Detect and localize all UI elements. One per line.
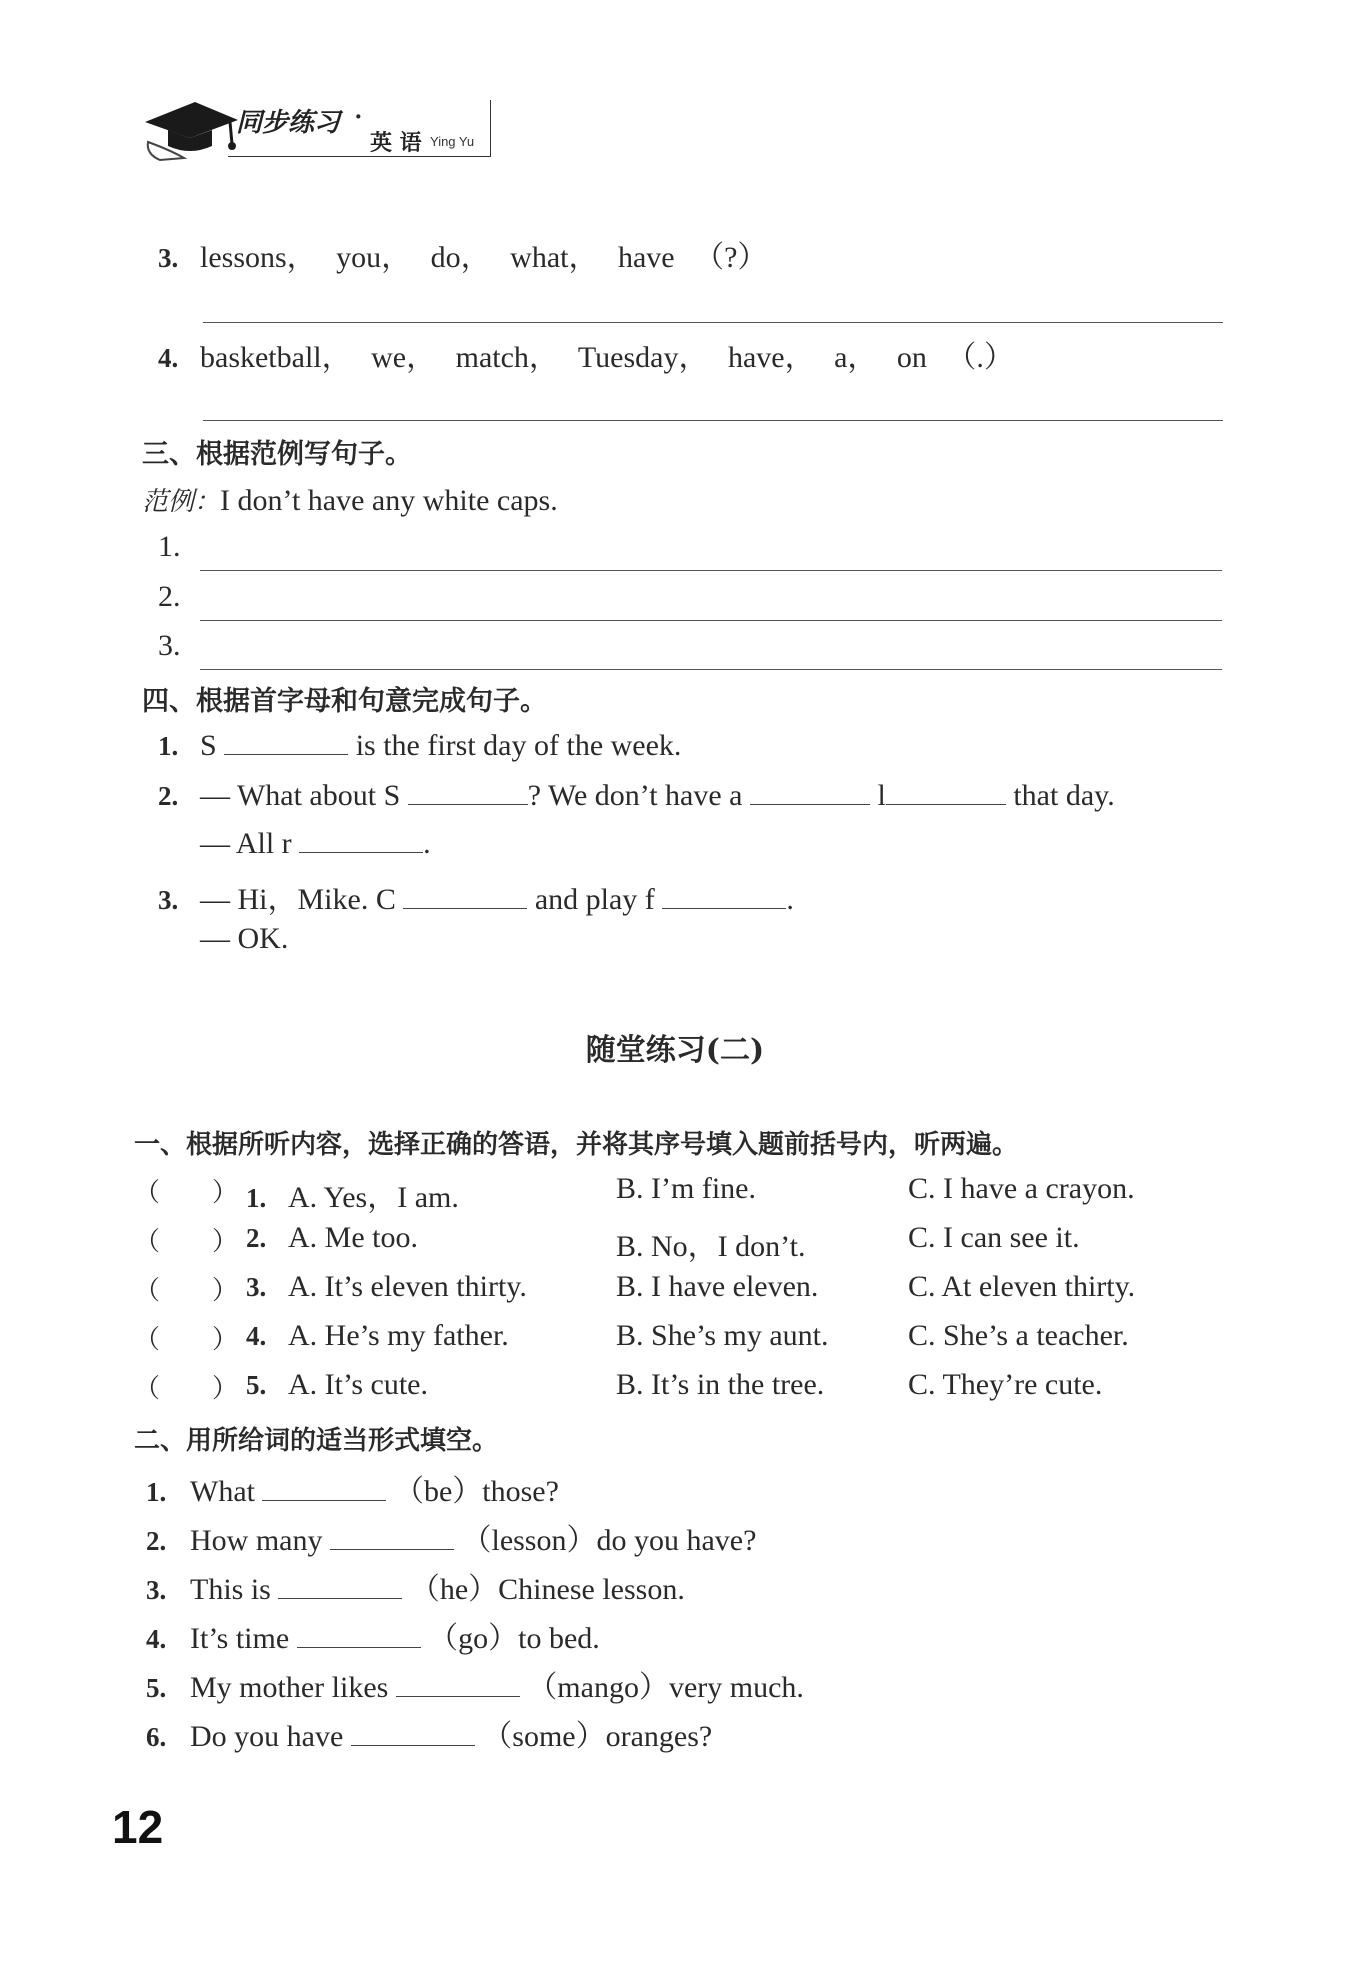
blank-field[interactable] [330,1523,454,1550]
line-number: 2. [158,580,181,613]
page-number: 12 [112,1801,164,1853]
list-item [134,1221,238,1258]
option-c: C. At eleven thirty. [908,1270,1136,1303]
header-brand: 同步练习 [236,108,341,138]
list-item: 5. My mother likes （mango）very much. [146,1671,804,1704]
option-c: C. They’re cute. [908,1368,1103,1401]
question-4-ordering: 4. basketball， we， match， Tuesday， have， a， on （.） [158,341,1014,374]
answer-bracket[interactable]: （ ） [134,1374,239,1404]
blank-field[interactable] [662,882,786,909]
answer-bracket[interactable]: （ ） [134,1178,239,1208]
blank-field[interactable] [886,778,1006,805]
example-text: I don’t have any white caps. [220,484,558,517]
answer-line[interactable] [203,322,1223,323]
section-title-word-forms: 二、用所给词的适当形式填空。 [134,1426,499,1456]
answer-bracket[interactable]: （ ） [134,1276,239,1306]
blank-field[interactable] [278,1572,402,1599]
blank-field[interactable] [750,778,870,805]
list-item [134,1368,238,1405]
section-title-listening: 一、根据所听内容，选择正确的答语，并将其序号填入题前括号内，听两遍。 [134,1130,1019,1160]
list-item [134,1270,238,1307]
fill-sentence-2-reply: — All r . [200,827,431,860]
list-item: 6. Do you have （some）oranges? [146,1720,713,1753]
example-sentence [142,481,558,518]
section-title-part4: 四、根据首字母和句意完成句子。 [142,686,547,717]
list-item [134,1319,238,1356]
fill-sentence-1: 1. S is the first day of the week. [158,729,682,762]
option-b: B. I have eleven. [616,1270,819,1303]
word-list: lessons， you， do， what， have （?） [200,241,768,274]
list-item-number: 4. A. He’s my father. [246,1319,509,1352]
header-subject: 英 语 [370,131,422,156]
line-number: 3. [158,629,181,662]
blank-field[interactable] [297,1621,421,1648]
section-title-part3: 三、根据范例写句子。 [142,439,412,470]
header-dot: · [354,102,363,131]
option-b: B. It’s in the tree. [616,1368,825,1401]
list-item: 2. How many （lesson）do you have? [146,1524,757,1557]
option-c: C. I have a crayon. [908,1172,1135,1205]
option-b: B. She’s my aunt. [616,1319,829,1352]
graduation-cap-icon [140,92,240,162]
list-item-number: 5. A. It’s cute. [246,1368,428,1401]
list-item-number: 2. A. Me too. [246,1221,418,1254]
list-item-number: 3. A. It’s eleven thirty. [246,1270,527,1303]
fill-sentence-3-reply: — OK. [200,922,289,955]
option-c: C. She’s a teacher. [908,1319,1129,1352]
answer-line[interactable] [200,570,1222,571]
line-number: 1. [158,530,181,563]
answer-line[interactable] [200,669,1222,670]
list-item: 4. It’s time （go）to bed. [146,1622,600,1655]
example-label: 范例： [142,487,221,517]
word-list: basketball， we， match， Tuesday， have， a， on （.） [200,341,1014,374]
list-item-number: 1. A. Yes，I am. [246,1181,459,1214]
answer-bracket[interactable]: （ ） [134,1325,239,1355]
list-item: 1. What （be）those? [146,1475,559,1508]
answer-bracket[interactable]: （ ） [134,1227,239,1257]
blank-field[interactable] [408,778,528,805]
blank-field[interactable] [299,826,423,853]
blank-field[interactable] [396,1670,520,1697]
option-b: B. No，I don’t. [616,1230,806,1263]
blank-field[interactable] [224,728,348,755]
list-item [134,1172,238,1209]
list-item: 3. This is （he）Chinese lesson. [146,1573,685,1606]
blank-field[interactable] [403,882,527,909]
header-pinyin: Ying Yu [430,134,475,149]
section-title-practice-2: 随堂练习(二) [585,1033,765,1068]
question-3-ordering: 3. lessons， you， do， what， have （?） [158,241,768,274]
option-b: B. I’m fine. [616,1172,756,1205]
blank-field[interactable] [262,1474,386,1501]
blank-field[interactable] [351,1719,475,1746]
answer-line[interactable] [203,420,1223,421]
option-c: C. I can see it. [908,1221,1080,1254]
fill-sentence-2: 2. — What about S ? We don’t have a l that day. [158,779,1115,812]
answer-line[interactable] [200,620,1222,621]
fill-sentence-3: 3. — Hi，Mike. C and play f . [158,883,794,916]
